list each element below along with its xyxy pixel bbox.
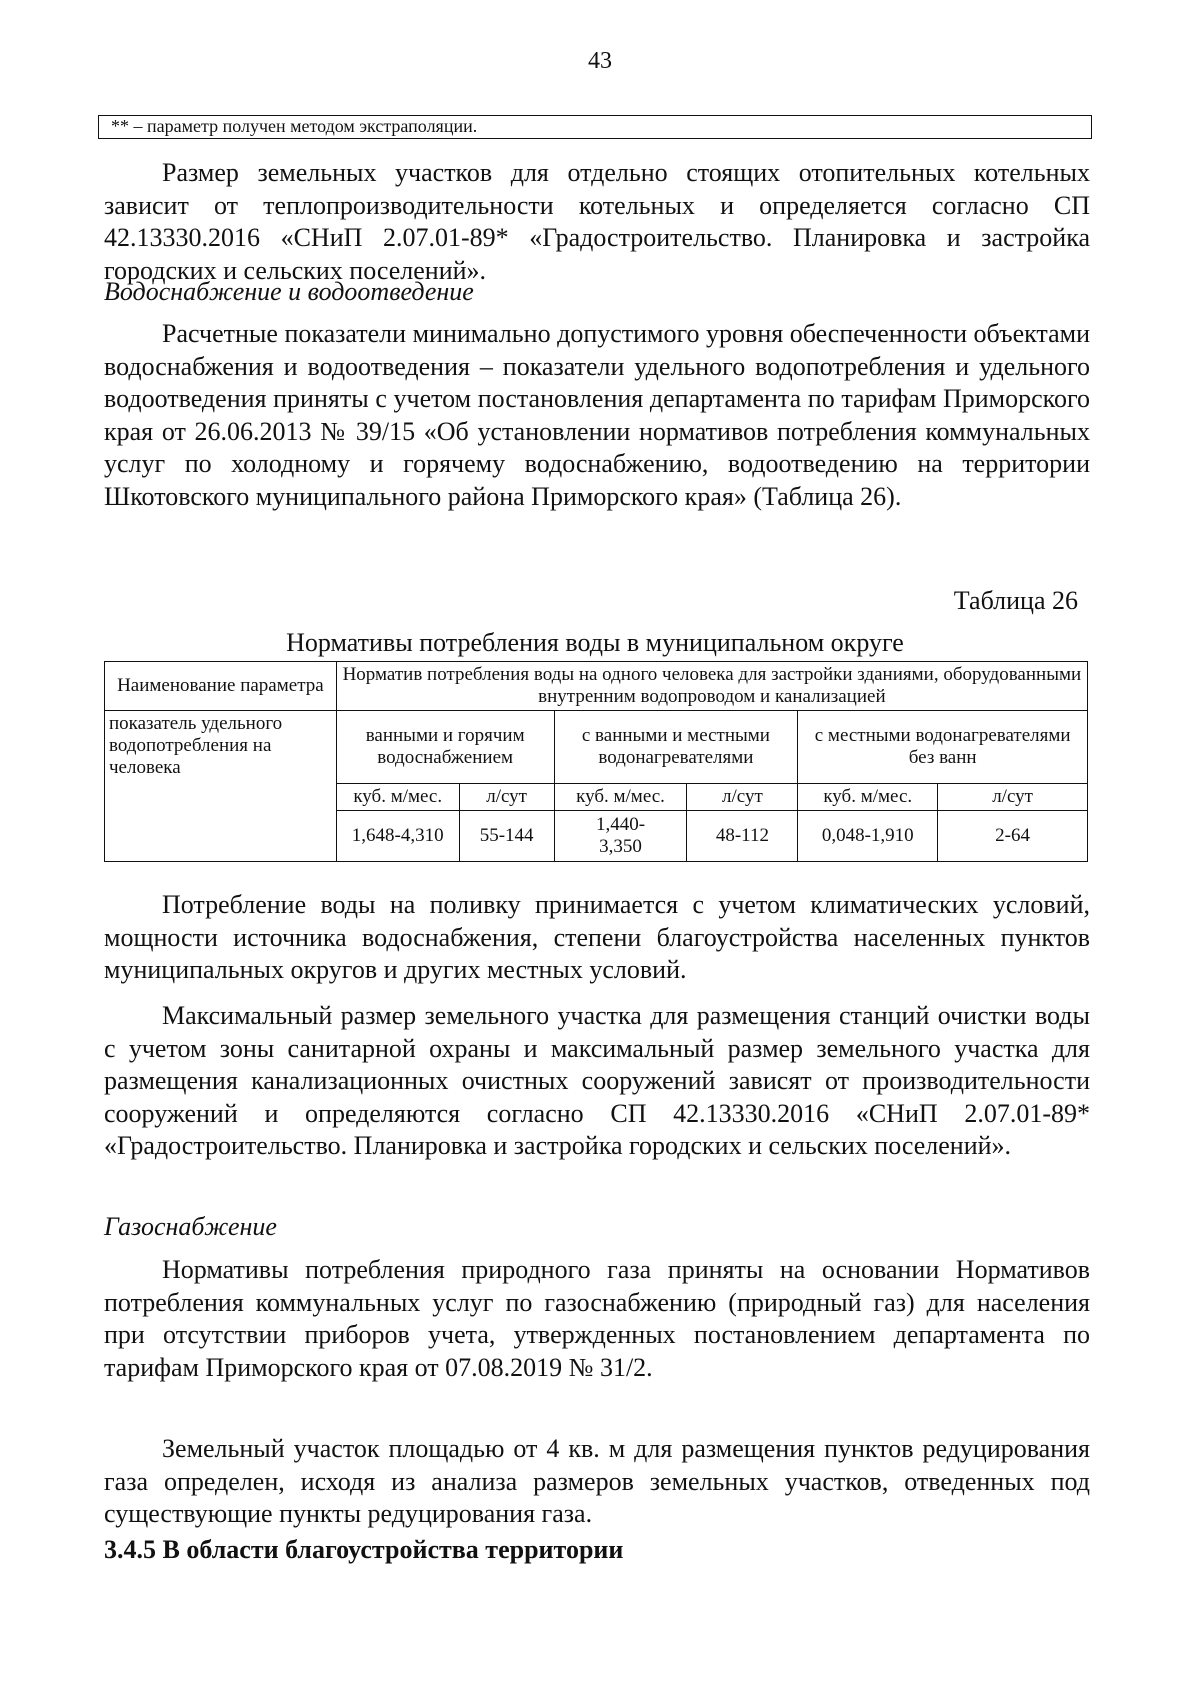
paragraph-water-indicators-text: Расчетные показатели минимально допустимого уровня обеспеченности объектами водоснабжения и водоотведения – показатели удельного водопотребления и удельного водоотведения приняты с учетом постановления департамента по тарифам Приморского края от 26.06.2013 № 39/15 «Об установлении нормативов потребления коммунальных услуг по холодному и горячему водоснабжению, водоотведению на территории Шкотовского муниципального района Приморского края» (Таблица 26). xyxy=(104,319,1090,511)
value-cell: 1,648-4,310 xyxy=(336,811,459,862)
table-group-row xyxy=(105,711,1088,784)
paragraph-gas-reduction-land-text: Земельный участок площадью от 4 кв. м для размещения пунктов редуцирования газа определен, исходя из анализа размеров земельных участков, отведенных под существующие пункты редуцирования газа. xyxy=(104,1434,1090,1528)
unit-cell: л/сут xyxy=(459,784,554,811)
unit-cell: куб. м/мес. xyxy=(798,784,938,811)
row-label-cell: показатель удельного водопотребления на человека xyxy=(105,711,337,862)
paragraph-irrigation-text: Потребление воды на поливку принимается с учетом климатических условий, мощности источника водоснабжения, степени благоустройства населенных пунктов муниципальных округов и других местных условий. xyxy=(104,890,1090,984)
paragraph-boiler-land-text: Размер земельных участков для отдельно стоящих отопительных котельных зависит от теплопроизводительности котельных и определяется согласно СП 42.13330.2016 «СНиП 2.07.01-89* «Градостроительство. Планировка и застройка городских и сельских поселений». xyxy=(104,158,1090,285)
value-cell: 0,048-1,910 xyxy=(798,811,938,862)
value-cell: 55-144 xyxy=(459,811,554,862)
param-header-cell: Наименование параметра xyxy=(105,662,337,711)
table-title: Нормативы потребления воды в муниципальном округе xyxy=(286,628,904,657)
unit-cell: л/сут xyxy=(687,784,798,811)
footnote: ** – параметр получен методом экстраполяции. xyxy=(98,115,1092,139)
paragraph-gas-norms xyxy=(104,1254,1090,1384)
paragraph-water-indicators xyxy=(104,318,1090,513)
paragraph-treatment-land-text: Максимальный размер земельного участка для размещения станций очистки воды с учетом зоны санитарной охраны и максимальный размер земельного участка для размещения канализационных очистных сооружений зависят от производительности сооружений и определяются согласно СП 42.13330.2016 «СНиП 2.07.01-89* «Градостроительство. Планировка и застройка городских и сельских поселений». xyxy=(104,1001,1090,1160)
group-cell-3: с местными водонагревателями без ванн xyxy=(798,711,1088,784)
table-label: Таблица 26 xyxy=(953,586,1078,615)
value-cell: 2-64 xyxy=(938,811,1088,862)
heading-water-supply: Водоснабжение и водоотведение xyxy=(104,277,474,306)
heading-gas-supply: Газоснабжение xyxy=(104,1212,277,1241)
paragraph-gas-reduction-land xyxy=(104,1433,1090,1531)
group-cell-1: ванными и горячим водоснабжением xyxy=(336,711,554,784)
value-cell: 48-112 xyxy=(687,811,798,862)
paragraph-boiler-land xyxy=(104,157,1090,287)
paragraph-irrigation xyxy=(104,889,1090,987)
table-header-row xyxy=(105,662,1088,711)
page-number: 43 xyxy=(588,48,612,74)
unit-cell: куб. м/мес. xyxy=(336,784,459,811)
unit-cell: л/сут xyxy=(938,784,1088,811)
water-norms-table xyxy=(104,661,1088,862)
paragraph-treatment-land xyxy=(104,1000,1090,1163)
norm-header-cell: Норматив потребления воды на одного человека для застройки зданиями, оборудованными внутренним водопроводом и канализацией xyxy=(336,662,1087,711)
unit-cell: куб. м/мес. xyxy=(554,784,687,811)
section-heading: 3.4.5 В области благоустройства территории xyxy=(104,1535,624,1564)
paragraph-gas-norms-text: Нормативы потребления природного газа приняты на основании Нормативов потребления коммунальных услуг по газоснабжению (природный газ) для населения при отсутствии приборов учета, утвержденных постановлением департамента по тарифам Приморского края от 07.08.2019 № 31/2. xyxy=(104,1255,1090,1382)
value-cell: 1,440-3,350 xyxy=(554,811,687,862)
group-cell-2: с ванными и местными водонагревателями xyxy=(554,711,798,784)
